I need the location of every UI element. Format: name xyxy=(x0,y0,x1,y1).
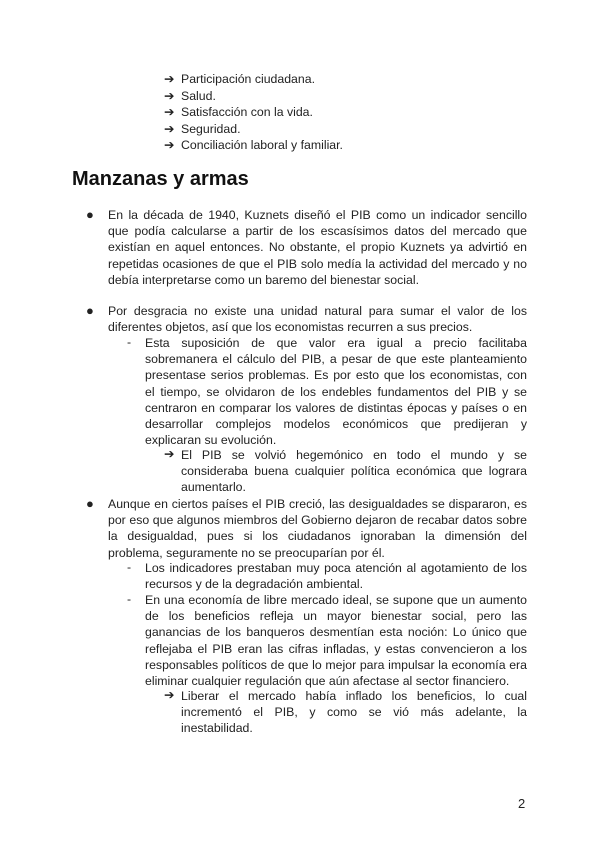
dash-icon: - xyxy=(127,560,132,574)
sub-paragraph: Esta suposición de que valor era igual a precio facilitaba sobremanera el cálculo del PIB, a pesar de que este planteamiento presentase serios problemas. Es por esto que los economistas, con el tiempo, se olvidaron de los endebles fundamentos del PIB y se centraron en comparar los valores de distintas épocas y países o en desarrollar complejos modelos económicos que predijeran y explicaran su evolución. xyxy=(145,336,527,448)
arrow-icon: ➔ xyxy=(164,72,175,86)
arrow-list-item: ➔ Salud. xyxy=(164,89,216,103)
arrow-icon: ➔ xyxy=(164,138,175,152)
bullet-paragraph: Por desgracia no existe una unidad natural para sumar el valor de los diferentes objetos, así que los economistas recurren a sus precios. xyxy=(108,304,527,335)
bullet-icon: ● xyxy=(86,303,94,318)
arrow-list-item: ➔ Conciliación laboral y familiar. xyxy=(164,138,343,152)
arrow-icon: ➔ xyxy=(164,89,175,103)
arrow-paragraph: El PIB se volvió hegemónico en todo el mundo y se consideraba buena cualquier política económica que lograra aumentarlo. xyxy=(181,448,527,495)
sub-paragraph: Los indicadores prestaban muy poca atención al agotamiento de los recursos y de la degradación ambiental. xyxy=(145,561,527,592)
arrow-icon: ➔ xyxy=(164,447,175,461)
dash-icon: - xyxy=(127,335,132,349)
arrow-paragraph: Liberar el mercado había inflado los beneficios, lo cual incrementó el PIB, y como se vió más adelante, la inestabilidad. xyxy=(181,689,527,736)
section-title: Manzanas y armas xyxy=(72,168,249,190)
arrow-icon: ➔ xyxy=(164,688,175,702)
bullet-icon: ● xyxy=(86,496,94,511)
bullet-paragraph: Aunque en ciertos países el PIB creció, las desigualdades se dispararon, es por eso que algunos miembros del Gobierno dejaron de recabar datos sobre la desigualdad, pues si los ciudadanos ignoraban la dimensión del problema, seguramente no se preocuparían por él. xyxy=(108,497,527,560)
page-number: 2 xyxy=(518,796,526,811)
sub-paragraph: En una economía de libre mercado ideal, se supone que un aumento de los beneficios refleja un mayor bienestar social, pero las ganancias de los banqueros desmentían esta noción: Lo único que reflejaba el PIB eran las cifras infladas, y estas convencieron a los responsables políticos de que lo mejor para impulsar la economía era eliminar cualquier regulación que aún afectase al sector financiero. xyxy=(145,593,527,689)
arrow-list-item: ➔ Satisfacción con la vida. xyxy=(164,105,313,119)
bullet-icon: ● xyxy=(86,207,94,222)
bullet-paragraph: En la década de 1940, Kuznets diseñó el PIB como un indicador sencillo que podía calcularse a partir de los escasísimos datos del mercado que existían en aquel entonces. No obstante, el propio Kuznets ya advirtió en repetidas ocasiones de que el PIB solo medía la actividad del mercado y no debía interpretarse como un baremo del bienestar social. xyxy=(108,208,527,287)
arrow-list-item: ➔ Seguridad. xyxy=(164,122,241,136)
arrow-icon: ➔ xyxy=(164,122,175,136)
arrow-icon: ➔ xyxy=(164,105,175,119)
dash-icon: - xyxy=(127,592,132,606)
arrow-list-item: ➔ Participación ciudadana. xyxy=(164,72,315,86)
